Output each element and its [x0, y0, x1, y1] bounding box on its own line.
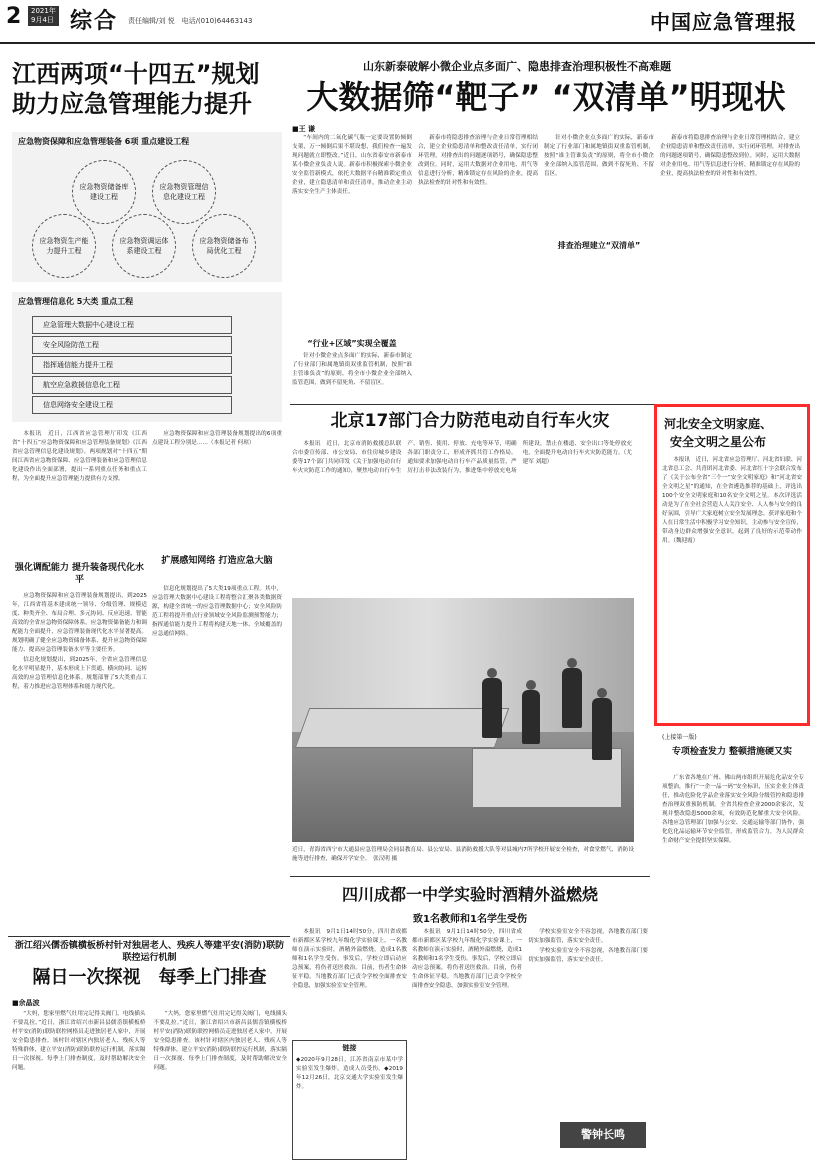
shandong-body-5: 新泰市将隐患排查治理与企业日常管理相结合，建立企业隐患清单和整改责任清单，实行闭环管理，对排查出的问题逐项销号，确保隐患整改到位。同时，运用大数据对企业用电、用气等信息进行分析，精准锁定存在风险的企业，提高执法检查的针对性和有效性。	[660, 135, 800, 177]
beijing-title: 北京17部门合力防范电动自行车火灾	[330, 411, 610, 431]
project-bar: 信息网络安全建设工程	[32, 396, 232, 414]
shandong-author: ■王 谦	[292, 125, 316, 133]
sichuan-commentary: 学校实验室安全不容忽视，各地教育部门要切实加强监管，落实安全责任。 学校实验室安全不容忽视，各地教育部门要切实加强监管，落实安全责任。	[528, 929, 648, 963]
editor-info: 责任编辑/刘 悦 电话/(010)64463143	[128, 17, 253, 25]
infographic-2	[12, 292, 282, 422]
photo-caption: 近日，青海省西宁市大通县应急管理局会同县教育局、县公安局、县消防救援大队等对县城内7所学校开展安全检查，对食堂燃气、消防设施等进行排查，确保开学安全。 张汉明 摄	[292, 847, 634, 862]
hebei-body: 本报讯 近日，河北省应急管理厅、河北省妇联、河北省总工会、共青团河北省委、河北省红十字会联合发布了《关于公布全省“三个一”安全文明家庭》和“河北省安全文明之星”的通知，在全省遴选推荐的基础上，评选出100个安全文明家庭和10名安全文明之星。本次评选活动是为了在全社会营造人人关注安全、人人参与安全的良好氛围，引导广大家庭树立安全发展理念。获评家庭和个人在日常生活中积极学习安全知识，主动参与安全宣传，带动身边群众增强安全意识，起到了良好的示范带动作用。（魏迎霞）	[662, 457, 802, 544]
shandong-subhead-1: “行业+区域”实现全覆盖	[307, 339, 397, 348]
zhejiang-body: “大妈，您家里燃气灶用完记得关阀门，电线插头不要乱拉。”近日，浙江省绍兴市新昌县儒岙镇横板桥村平安(消防)联防联控网格员走进独居老人家中，开展安全隐患排查。该村针对辖区内独居老人、残疾人等特殊群体，建立平安(消防)联防联控运行机制，落实隔日一次探视、每季上门排查制度，及时帮助解决安全问题。 “大妈，您家里燃气灶用完记得关阀门，电线插头不要乱拉。”近日，浙江省绍兴市新昌县儒岙镇横板桥村平安(消防)联防联控网格员走进独居老人家中，开展安全隐患排查。该村针对辖区内独居老人、残疾人等特殊群体，建立平安(消防)联防联控运行机制，落实隔日一次探视、每季上门排查制度，及时帮助解决安全问题。	[12, 1011, 287, 1071]
project-bar: 安全风险防范工程	[32, 336, 232, 354]
issue-date	[28, 6, 59, 26]
link-label: 链接	[342, 1044, 357, 1052]
news-photo	[292, 598, 634, 842]
section-name: 综合	[70, 9, 119, 34]
divider	[8, 936, 290, 937]
link-body: ◆2020年9月28日，江苏省南京市某中学实验室发生爆炸，造成人员受伤。◆2019年12月26日，北京交通大学实验室发生爆炸。	[296, 1057, 403, 1090]
shandong-kicker: 山东新泰破解小微企业点多面广、隐患排查治理积极性不高难题	[363, 60, 671, 73]
beijing-body: 本报讯 近日，北京市消防救援总队联合市委宣传部、市公安局、市住房城乡建设委等17个部门共同印发《关于加强电动自行车火灾防范工作的通知》，聚焦电动自行车生产、销售、使用、停放、充电等环节，明确各部门职责分工，形成齐抓共管工作格局。通知要求加强电动自行车产品质量监管，严厉打击非法改装行为，推进集中停放充电场所建设，禁止在楼道、安全出口等处停放充电，全面提升电动自行车火灾防范能力。（尤建军 刘超）	[292, 441, 632, 474]
shandong-body-1: “车间内的二氧化碳气瓶一定要设置防倾倒支架，万一倾倒后果不堪设想，我们检查一遍发现问题就立即整改。”近日，山东省泰安市新泰市某小微企业负责人说。新泰市积极探索小微企业安全监管新模式，依托大数据平台精准锁定重点企业，建立隐患清单和责任清单，推动企业主动落实安全生产主体责任。	[292, 135, 412, 195]
project-bar: 航空应急救援信息化工程	[32, 376, 232, 394]
jiangxi-subhead-1: 强化调配能力 提升装备现代化水平	[14, 563, 145, 585]
continued-note: (上接第一版)	[662, 734, 697, 741]
jiangxi-body-1: 本报讯 近日，江西省应急管理厅印发《江西省“十四五”应急物资保障和应急管理装备规划》《江西省应急管理信息化建设规划》。两项规划对“十四五”期间江西省应急物资保障、应急管理装备和应急管理信息化建设作出全面部署，提出一系列重点任务和重点工程，为全面提升应急管理能力提供有力支撑。	[12, 431, 147, 482]
jiangxi-title-line1: 江西两项“十四五”规划	[12, 60, 260, 88]
infographic-1-title: 应急物资保障和应急管理装备 6项 重点建设工程	[18, 137, 190, 146]
project-circle: 应急物资储备布局优化工程	[192, 214, 256, 278]
shandong-body-2: 针对小微企业点多面广的实际，新泰市制定了行业部门和属地镇街双重监管机制，按照“谁主管谁负责”的原则，将全市小微企业全部纳入监管范围，做到不留死角、不留盲区。	[292, 353, 412, 386]
sichuan-subtitle: 致1名教师和1名学生受伤	[413, 914, 527, 925]
hebei-title-line1: 河北安全文明家庭、	[664, 417, 773, 431]
issue-year: 2021年	[31, 7, 56, 15]
shandong-subhead-2: 排查治理建立“双清单”	[557, 241, 641, 250]
project-bar: 应急管理大数据中心建设工程	[32, 316, 232, 334]
project-circle: 应急物资调运体系建设工程	[112, 214, 176, 278]
issue-day: 9月4日	[31, 16, 54, 24]
shandong-body-3: 新泰市将隐患排查治理与企业日常管理相结合，建立企业隐患清单和整改责任清单，实行闭环管理，对排查出的问题逐项销号，确保隐患整改到位。同时，运用大数据对企业用电、用气等信息进行分析，精准锁定存在风险的企业，提高执法检查的针对性和有效性。	[418, 135, 538, 186]
jiangxi-subhead-2: 扩展感知网络 打造应急大脑	[161, 556, 273, 566]
infographic-2-title: 应急管理信息化 5大类 重点工程	[18, 297, 134, 306]
guangdong-body: 广东省各地在广州、佛山两市组织开展危化品安全专项整治，推行“一企一品一码”安全标识，压实企业主体责任，推动危险化学品企业落实安全风险分级管控和隐患排查治理双重预防机制。全省共检查企业2000余家次，发现并整改隐患5000余项，有效防范化解重大安全风险。各地应急管理部门加强与公安、交通运输等部门协作，强化危化品运输环节安全监管，形成监管合力，为人民群众生命财产安全提供坚实保障。	[662, 775, 804, 844]
sichuan-title: 四川成都一中学实验时酒精外溢燃烧	[341, 885, 598, 904]
project-bar: 指挥通信能力提升工程	[32, 356, 232, 374]
zhejiang-author: ■余晶波	[12, 999, 40, 1007]
project-circle: 应急物资管理信息化建设工程	[152, 160, 216, 224]
shandong-body-4: 针对小微企业点多面广的实际，新泰市制定了行业部门和属地镇街双重监管机制，按照“谁主管谁负责”的原则，将全市小微企业全部纳入监管范围，做到不留死角、不留盲区。	[544, 135, 654, 177]
jiangxi-body-4: 信息化规划提出了5大类19项重点工程。其中，应急管理大数据中心建设工程将整合汇聚各类数据资源，构建全省统一的应急管理数据中心；安全风险防范工程将提升重点行业领域安全风险监测预警能力；指挥通信能力提升工程将构建天地一体、全域覆盖的应急通信网络。	[152, 586, 282, 637]
page-number: 2	[6, 4, 22, 29]
sichuan-body-1: 本报讯 9月1日14时50分，四川省成都市新都区某学校九年级化学实验课上，一名教师在演示实验时，酒精外溢燃烧，造成1名教师和1名学生受伤。事发后，学校立即启动应急预案，将伤者送医救治。目前，伤者生命体征平稳。当地教育部门已责令学校全面排查安全隐患，加强实验室安全管理。	[292, 929, 407, 989]
divider	[290, 876, 650, 877]
jiangxi-title-line2: 助力应急管理能力提升	[12, 90, 252, 118]
project-circle: 应急物资生产能力提升工程	[32, 214, 96, 278]
jiangxi-body-3: 应急物资保障和应急管理装备规划提出的6项重点建设工程分别是……（本报记者 何琼）	[152, 431, 282, 446]
zhejiang-kicker: 浙江绍兴儒岙镇横板桥村针对独居老人、残疾人等建平安(消防)联防联控运行机制	[14, 941, 285, 963]
alarm-badge: 警钟长鸣	[560, 1122, 646, 1148]
hebei-title-line2: 安全文明之星公布	[670, 435, 767, 449]
link-box	[292, 1040, 407, 1160]
project-circle: 应急物资储备库建设工程	[72, 160, 136, 224]
hebei-subhead: 专项检查发力 整顿措施硬又实	[671, 747, 793, 757]
zhejiang-title: 隔日一次探视 每季上门排查	[32, 967, 267, 988]
infographic-1	[12, 132, 282, 282]
sichuan-body-2: 本报讯 9月1日14时50分，四川省成都市新都区某学校九年级化学实验课上，一名教师在演示实验时，酒精外溢燃烧，造成1名教师和1名学生受伤。事发后，学校立即启动应急预案，将伤者送医救治。目前，伤者生命体征平稳。当地教育部门已责令学校全面排查安全隐患，加强实验室安全管理。	[412, 929, 522, 989]
jiangxi-body-2: 应急物资保障和应急管理装备规划提出，到2025年，江西省将基本建成统一领导、分级管理、规模适度、种类齐全、布局合理、多元协同、反应迅速、智能高效的全省应急物资保障体系，应急物资储备能力和调配能力全面提升，应急管理装备现代化水平显著提高。规划明确了健全应急物资储备体系、提升应急物资保障能力、提高应急管理装备水平等主要任务。 信息化规划提出，到2025年，全省应急管理信息化水平明显提升，基本形成上下贯通、横向协同、运转高效的应急管理信息化体系。规划部署了5大类重点工程，着力推进应急管理体系和能力现代化。	[12, 593, 147, 690]
page-header	[0, 0, 815, 44]
newspaper-masthead: 中国应急管理报	[650, 10, 797, 34]
shandong-title: 大数据筛“靶子” “双清单”明现状	[306, 78, 786, 116]
